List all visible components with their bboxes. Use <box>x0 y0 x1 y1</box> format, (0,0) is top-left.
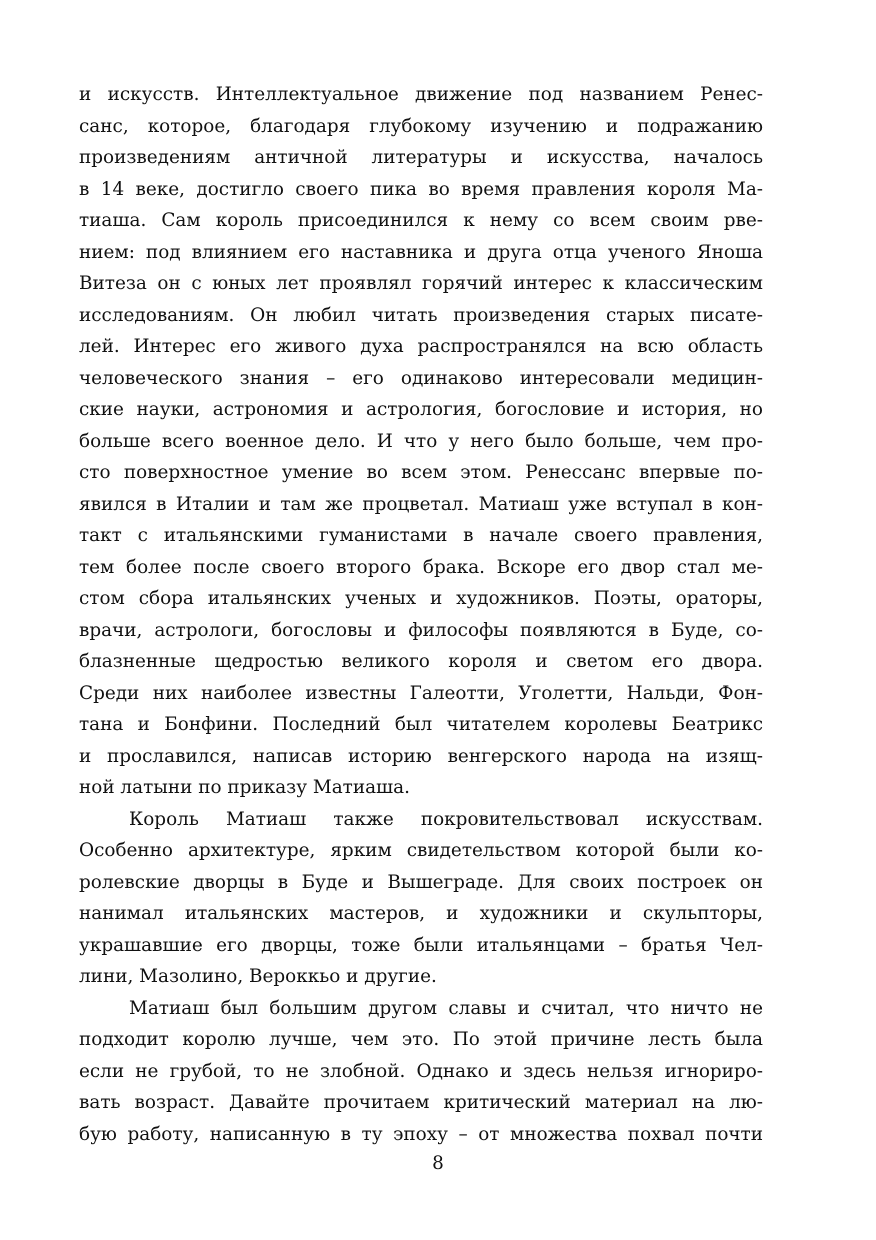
text-line: вать возраст. Давайте прочитаем критический материал на лю- <box>79 1092 763 1113</box>
text-line: Среди них наиболее известны Галеотти, Уголетти, Нальди, Фон- <box>79 682 763 704</box>
text-line: тана и Бонфини. Последний был читателем королевы Беатрикс <box>79 714 763 735</box>
text-line: бую работу, написанную в ту эпоху – от множества похвал почти <box>79 1123 763 1145</box>
text-line: украшавшие его дворцы, тоже были итальянцами – братья Чел- <box>79 934 763 956</box>
page-number: 8 <box>432 1153 444 1174</box>
paragraph-2 <box>79 804 763 993</box>
paragraph-3 <box>79 993 763 1151</box>
text-line: ной латыни по приказу Матиаша. <box>79 777 410 798</box>
text-line: лей. Интерес его живого духа распространялся на всю область <box>79 336 763 357</box>
text-line: человеческого знания – его одинаково интересовали медицин- <box>79 367 763 389</box>
text-line: санс, которое, благодаря глубокому изучению и подражанию <box>79 115 763 137</box>
text-line: ролевские дворцы в Буде и Вышеграде. Для своих построек он <box>79 871 763 893</box>
text-line: ские науки, астрономия и астрология, богословие и история, но <box>79 399 763 420</box>
text-line: произведениям античной литературы и искусства, началось <box>79 147 763 168</box>
text-line: в 14 веке, достигло своего пика во время правления короля Ма- <box>79 178 763 200</box>
text-line: Витеза он с юных лет проявлял горячий интерес к классическим <box>79 273 763 294</box>
text-line: и искусств. Интеллектуальное движение под названием Ренес- <box>79 84 763 105</box>
text-line: лини, Мазолино, Вероккьо и другие. <box>79 966 437 987</box>
text-line: блазненные щедростью великого короля и светом его двора. <box>79 651 763 672</box>
text-line: Матиаш был большим другом славы и считал, что ничто не <box>129 997 763 1019</box>
text-line: больше всего военное дело. И что у него было больше, чем про- <box>79 430 763 452</box>
text-line: тем более после своего второго брака. Вскоре его двор стал ме- <box>79 556 763 578</box>
text-line: Особенно архитектуре, ярким свидетельством которой были ко- <box>79 840 763 861</box>
text-line: сто поверхностное умение во всем этом. Ренессанс впервые по- <box>79 462 763 483</box>
text-line: Король Матиаш также покровительствовал искусствам. <box>129 808 763 830</box>
text-line: подходит королю лучше, чем это. По этой причине лесть была <box>79 1029 763 1050</box>
text-line: если не грубой, то не злобной. Однако и здесь нельзя игнориро- <box>79 1060 763 1082</box>
text-line: нием: под влиянием его наставника и друга отца ученого Яноша <box>79 241 763 263</box>
text-line: врачи, астрологи, богословы и философы появляются в Буде, со- <box>79 619 763 641</box>
text-line: нанимал итальянских мастеров, и художники и скульпторы, <box>79 903 763 924</box>
text-line: исследованиям. Он любил читать произведения старых писате- <box>79 304 763 326</box>
body-text <box>79 79 763 1150</box>
text-line: тиаша. Сам король присоединился к нему со всем своим рве- <box>79 210 763 231</box>
text-line: и прославился, написав историю венгерского народа на изящ- <box>79 745 763 767</box>
paragraph-1 <box>79 79 763 804</box>
text-line: явился в Италии и там же процветал. Матиаш уже вступал в кон- <box>79 493 763 515</box>
text-line: стом сбора итальянских ученых и художников. Поэты, ораторы, <box>79 588 763 609</box>
text-line: такт с итальянскими гуманистами в начале своего правления, <box>79 525 763 546</box>
